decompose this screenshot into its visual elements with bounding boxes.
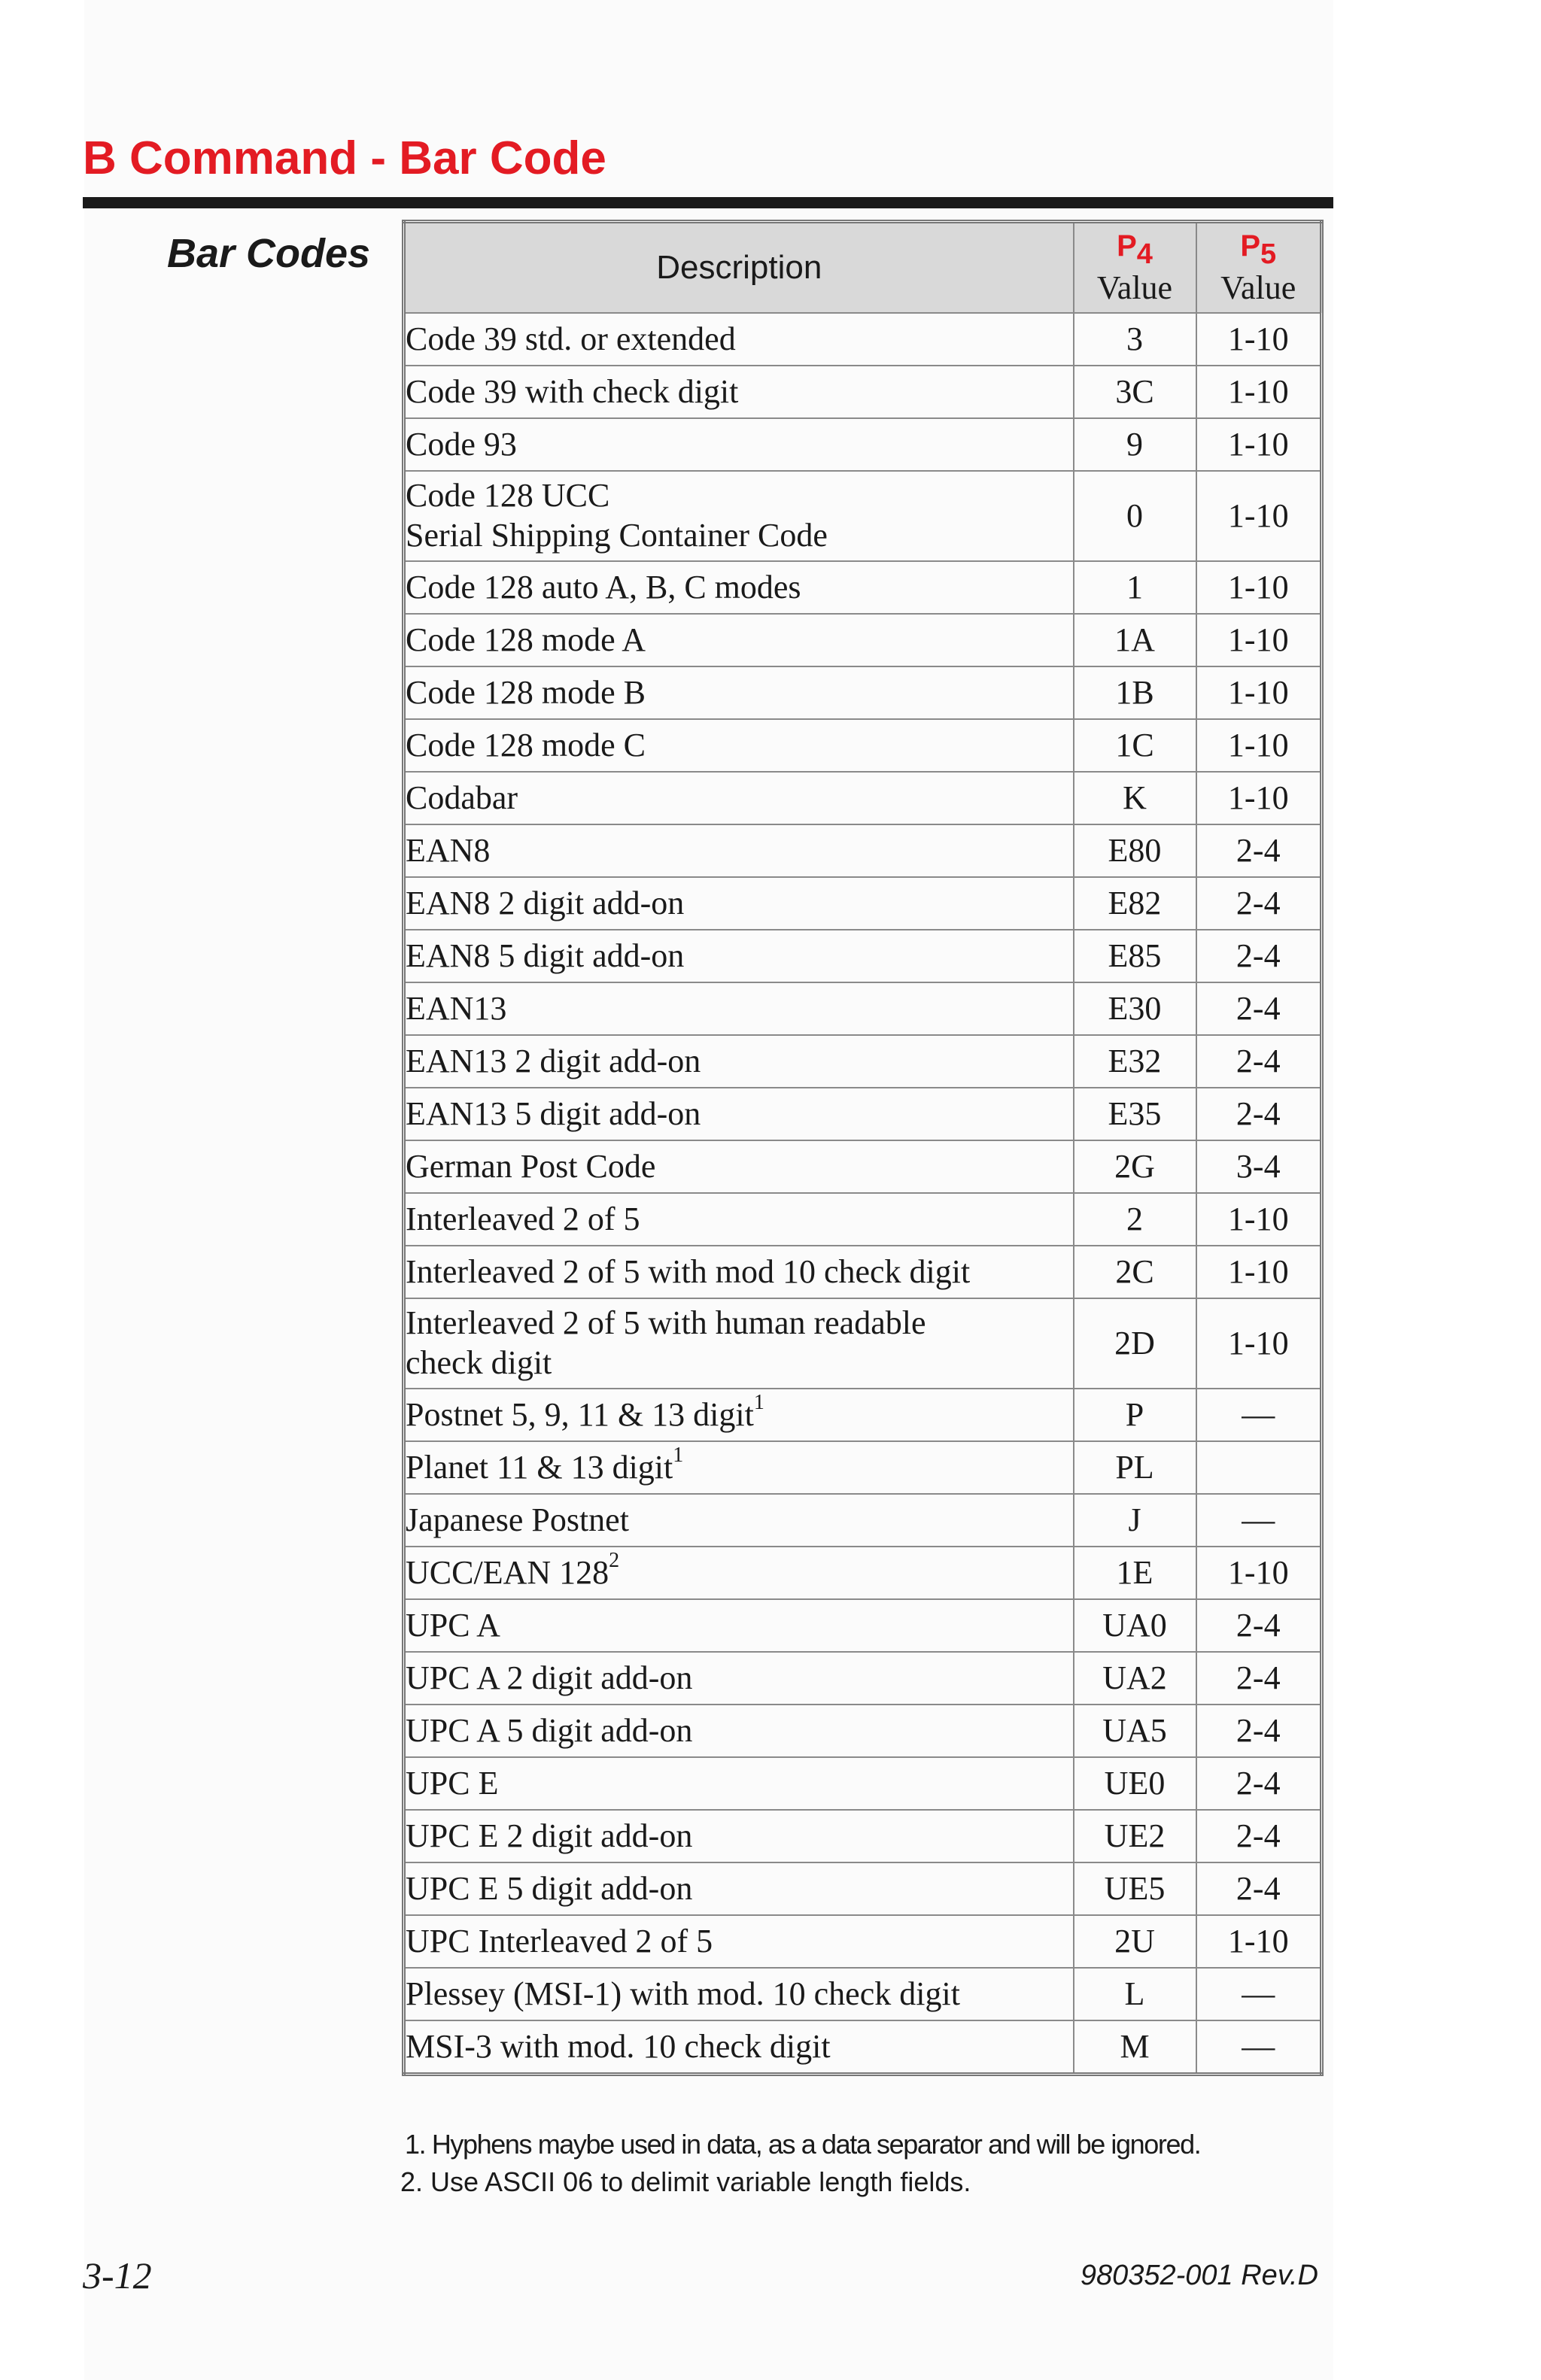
row-p4-value: M [1074,2020,1196,2075]
footnote-marker: 1 [753,1390,764,1414]
table-row [404,1088,1322,1140]
row-p4-value: 2D [1074,1298,1196,1389]
row-description: UCC/EAN $128^2$ [404,1547,1074,1599]
table-row [404,1140,1322,1193]
row-p5-value: 2-4 [1196,1757,1322,1810]
row-p4-value: J [1074,1494,1196,1547]
row-description: EAN13 2 digit add-on [404,1035,1074,1088]
row-description: Code 39 std. or extended [404,313,1074,366]
page-number: 3-12 [83,2254,152,2297]
table-row [404,2020,1322,2075]
row-p4-value: E80 [1074,824,1196,877]
title-rule [83,197,1333,208]
row-description: Postnet 5, 9, 11 & 13 digit$^1$ [404,1389,1074,1441]
header-description: Description [404,222,1074,314]
row-description: UPC A [404,1599,1074,1652]
row-p5-value: 2-4 [1196,1862,1322,1915]
row-p4-value: 2U [1074,1915,1196,1968]
table-row [404,1246,1322,1298]
row-p5-value: 1-10 [1196,366,1322,418]
table-row [404,1389,1322,1441]
row-p4-value: 1C [1074,719,1196,772]
row-p4-value: 0 [1074,471,1196,561]
title-text: Command - Bar Code [129,132,606,184]
p5-label: $P_5$ [1240,229,1277,270]
row-description: UPC E 2 digit add-on [404,1810,1074,1862]
row-p5-value: 2-4 [1196,824,1322,877]
row-description: Code 128 mode A [404,614,1074,666]
row-p5-value: 1-10 [1196,418,1322,471]
row-description: Plessey (MSI-1) with mod. 10 check digit [404,1968,1074,2020]
row-p4-value: 1E [1074,1547,1196,1599]
table-row [404,418,1322,471]
row-description: Code 128 mode B [404,666,1074,719]
row-p4-value: E32 [1074,1035,1196,1088]
table-row [404,930,1322,982]
row-p4-value: PL [1074,1441,1196,1494]
table-header-row [404,222,1322,314]
p4-label: $P_4$ [1117,229,1153,270]
row-p5-value: 3-4 [1196,1140,1322,1193]
table-row [404,614,1322,666]
row-description: Japanese Postnet [404,1494,1074,1547]
table-row [404,877,1322,930]
row-p5-value: 1-10 [1196,1193,1322,1246]
row-p4-value: 2G [1074,1140,1196,1193]
table-row [404,772,1322,824]
row-p5-value: 1-10 [1196,313,1322,366]
row-p5-value: 2-4 [1196,1652,1322,1705]
bar-code-table [402,220,1324,2076]
row-description: EAN13 [404,982,1074,1035]
row-description: Code 93 [404,418,1074,471]
table-row [404,1757,1322,1810]
row-p5-value [1196,1441,1322,1494]
row-description: Code 39 with check digit [404,366,1074,418]
row-p5-value: 1-10 [1196,772,1322,824]
page-title [83,132,606,184]
row-description: Codabar [404,772,1074,824]
p4-value-label: Value [1096,269,1173,306]
row-p5-value: 2-4 [1196,1599,1322,1652]
row-p4-value: E30 [1074,982,1196,1035]
row-description: Planet 11 & 13 digit$^1$ [404,1441,1074,1494]
row-description: Code 128 UCC Serial Shipping Container Code [404,471,1074,561]
row-description: UPC E 5 digit add-on [404,1862,1074,1915]
table-row [404,1441,1322,1494]
row-p5-value: 1-10 [1196,719,1322,772]
row-description: EAN8 [404,824,1074,877]
row-p5-value: 2-4 [1196,930,1322,982]
table-row [404,824,1322,877]
row-description: UPC A 2 digit add-on [404,1652,1074,1705]
command-letter: B [83,132,117,184]
row-p5-value: — [1196,1389,1322,1441]
p5-value-label: Value [1220,269,1296,306]
row-p4-value: K [1074,772,1196,824]
row-p4-value: UA2 [1074,1652,1196,1705]
row-p4-value: 2C [1074,1246,1196,1298]
row-p5-value: 1-10 [1196,471,1322,561]
row-p4-value: 1 [1074,561,1196,614]
row-p4-value: 1A [1074,614,1196,666]
table-row [404,1547,1322,1599]
header-p4 [1074,222,1196,314]
row-p4-value: P [1074,1389,1196,1441]
row-p4-value: UE0 [1074,1757,1196,1810]
table-row [404,1652,1322,1705]
table-row [404,1862,1322,1915]
row-p4-value: 2 [1074,1193,1196,1246]
table-row [404,666,1322,719]
footnote-marker: 1 [673,1443,684,1467]
table-row [404,982,1322,1035]
row-p4-value: 3C [1074,366,1196,418]
row-p4-value: UA5 [1074,1705,1196,1757]
row-p5-value: 2-4 [1196,1705,1322,1757]
row-description: EAN13 5 digit add-on [404,1088,1074,1140]
table-row [404,1915,1322,1968]
table-row [404,561,1322,614]
table-body [404,313,1322,2075]
row-p4-value: L [1074,1968,1196,2020]
row-description: EAN8 2 digit add-on [404,877,1074,930]
row-p5-value: 1-10 [1196,614,1322,666]
row-description: UPC Interleaved 2 of 5 [404,1915,1074,1968]
row-p5-value: — [1196,2020,1322,2075]
table-row [404,719,1322,772]
row-description: Interleaved 2 of 5 [404,1193,1074,1246]
row-p5-value: 1-10 [1196,1298,1322,1389]
row-description: EAN8 5 digit add-on [404,930,1074,982]
table-row [404,1494,1322,1547]
row-p4-value: 3 [1074,313,1196,366]
header-p5 [1196,222,1322,314]
row-p5-value: 2-4 [1196,1035,1322,1088]
table-row [404,313,1322,366]
row-p4-value: UE2 [1074,1810,1196,1862]
row-p4-value: 1B [1074,666,1196,719]
table-row [404,471,1322,561]
row-p5-value: 2-4 [1196,982,1322,1035]
row-p4-value: E35 [1074,1088,1196,1140]
table-row [404,366,1322,418]
row-p5-value: 1-10 [1196,1246,1322,1298]
table-row [404,1193,1322,1246]
row-p5-value: 2-4 [1196,877,1322,930]
row-description: MSI-3 with mod. 10 check digit [404,2020,1074,2075]
row-description: Interleaved 2 of 5 with mod 10 check digit [404,1246,1074,1298]
footnote-marker: 2 [609,1548,620,1572]
section-label: Bar Codes [167,231,371,276]
table-row [404,1810,1322,1862]
row-description: German Post Code [404,1140,1074,1193]
row-description: UPC A 5 digit add-on [404,1705,1074,1757]
row-description: UPC E [404,1757,1074,1810]
row-p5-value: 2-4 [1196,1810,1322,1862]
row-p4-value: UA0 [1074,1599,1196,1652]
row-p4-value: UE5 [1074,1862,1196,1915]
row-p5-value: 1-10 [1196,561,1322,614]
table-row [404,1035,1322,1088]
row-p5-value: — [1196,1968,1322,2020]
table-row [404,1298,1322,1389]
table-row [404,1705,1322,1757]
row-p5-value: 1-10 [1196,666,1322,719]
table-row [404,1968,1322,2020]
footnote-1: 1. Hyphens maybe used in data, as a data separator and will be ignored. [405,2129,1201,2160]
row-p4-value: E85 [1074,930,1196,982]
row-p5-value: — [1196,1494,1322,1547]
row-p4-value: 9 [1074,418,1196,471]
row-description: Code 128 auto A, B, C modes [404,561,1074,614]
row-p5-value: 1-10 [1196,1547,1322,1599]
row-p5-value: 2-4 [1196,1088,1322,1140]
footnote-2: 2. Use ASCII 06 to delimit variable length fields. [400,2166,971,2197]
row-description: Interleaved 2 of 5 with human readable check digit [404,1298,1074,1389]
table-row [404,1599,1322,1652]
document-id: 980352-001 Rev.D [1080,2260,1318,2291]
row-p5-value: 1-10 [1196,1915,1322,1968]
row-description: Code 128 mode C [404,719,1074,772]
row-p4-value: E82 [1074,877,1196,930]
